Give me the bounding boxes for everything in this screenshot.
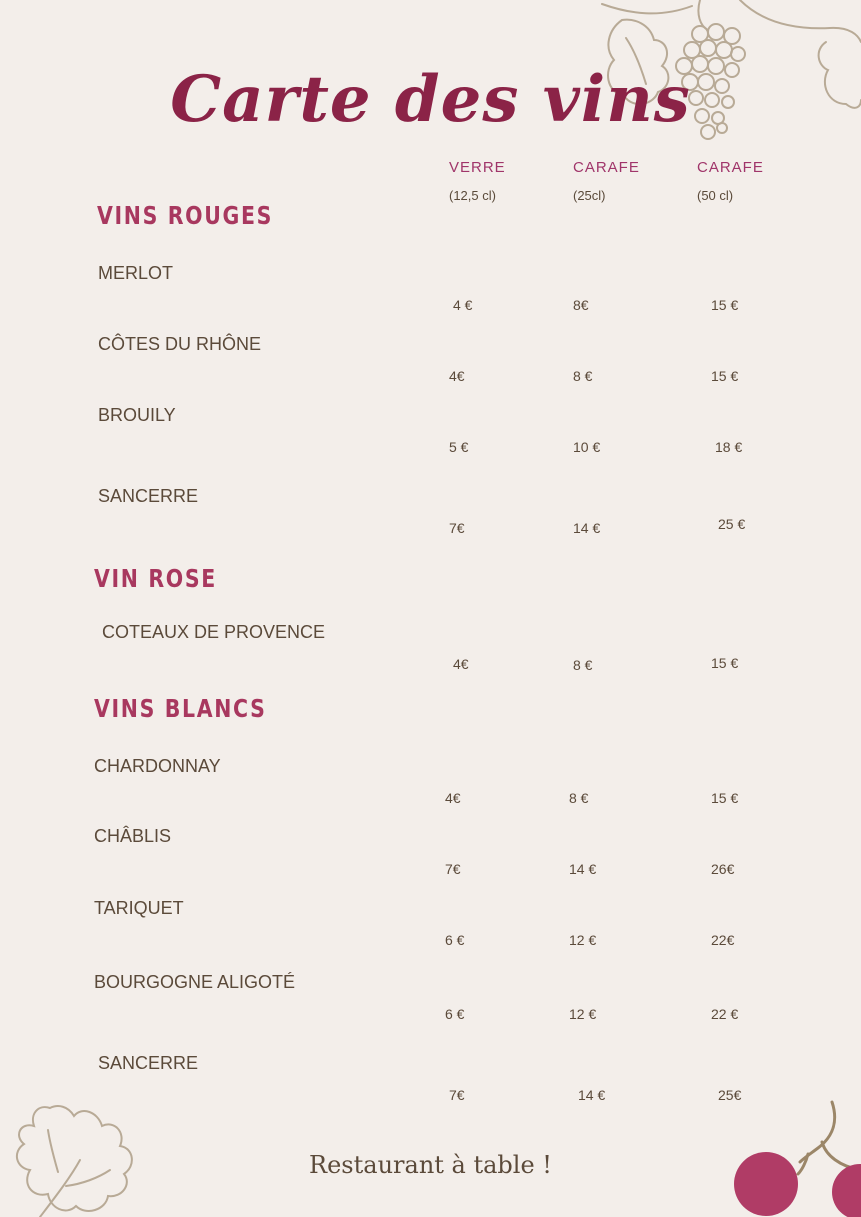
wine-name: CHÂBLIS [94, 826, 172, 846]
price-verre: 4€ [453, 656, 469, 672]
wine-name: SANCERRE [98, 486, 199, 506]
price-carafe-25: 14 € [569, 861, 597, 877]
wine-name: SANCERRE [98, 1053, 199, 1073]
price-carafe-50: 26€ [711, 861, 735, 877]
section-title-vin-rose: VIN ROSE [94, 564, 217, 593]
wine-name: TARIQUET [94, 898, 184, 918]
price-carafe-25: 8 € [573, 368, 593, 384]
price-carafe-50: 22€ [711, 932, 735, 948]
price-carafe-50: 15 € [711, 655, 739, 671]
price-verre: 7€ [445, 861, 461, 877]
price-carafe-50: 25€ [718, 1087, 742, 1103]
price-verre: 4€ [445, 790, 461, 806]
price-carafe-25: 8 € [569, 790, 589, 806]
wine-name: MERLOT [98, 263, 174, 283]
wine-name: BOURGOGNE ALIGOTÉ [94, 972, 296, 992]
price-carafe-25: 8€ [573, 297, 589, 313]
price-verre: 5 € [449, 439, 469, 455]
column-header-carafe-50: CARAFE [697, 159, 764, 176]
column-volume-carafe-50: (50 cl) [697, 188, 734, 203]
price-verre: 6 € [445, 1006, 465, 1022]
price-carafe-50: 25 € [718, 516, 746, 532]
column-volume-verre: (12,5 cl) [449, 188, 496, 203]
price-verre: 4€ [449, 368, 465, 384]
price-verre: 6 € [445, 932, 465, 948]
price-carafe-50: 22 € [711, 1006, 739, 1022]
wine-name: COTEAUX DE PROVENCE [102, 622, 326, 642]
price-carafe-25: 12 € [569, 932, 597, 948]
column-header-verre: VERRE [449, 159, 506, 176]
wine-name: CHARDONNAY [94, 756, 221, 776]
price-carafe-25: 14 € [573, 520, 601, 536]
section-title-vins-rouges: VINS ROUGES [97, 201, 274, 230]
wine-name: BROUILY [98, 405, 176, 425]
restaurant-footer: Restaurant à table ! [309, 1151, 552, 1179]
price-carafe-50: 18 € [715, 439, 743, 455]
price-carafe-25: 12 € [569, 1006, 597, 1022]
column-header-carafe-25: CARAFE [573, 159, 640, 176]
column-volume-carafe-25: (25cl) [573, 188, 606, 203]
price-verre: 4 € [453, 297, 473, 313]
price-verre: 7€ [449, 1087, 465, 1103]
section-title-vins-blancs: VINS BLANCS [94, 694, 267, 723]
price-carafe-50: 15 € [711, 790, 739, 806]
wine-name: CÔTES DU RHÔNE [98, 334, 262, 354]
price-verre: 7€ [449, 520, 465, 536]
price-carafe-25: 8 € [573, 657, 593, 673]
price-carafe-50: 15 € [711, 368, 739, 384]
price-carafe-25: 10 € [573, 439, 601, 455]
menu-title: Carte des vins [170, 62, 691, 137]
price-carafe-50: 15 € [711, 297, 739, 313]
price-carafe-25: 14 € [578, 1087, 606, 1103]
